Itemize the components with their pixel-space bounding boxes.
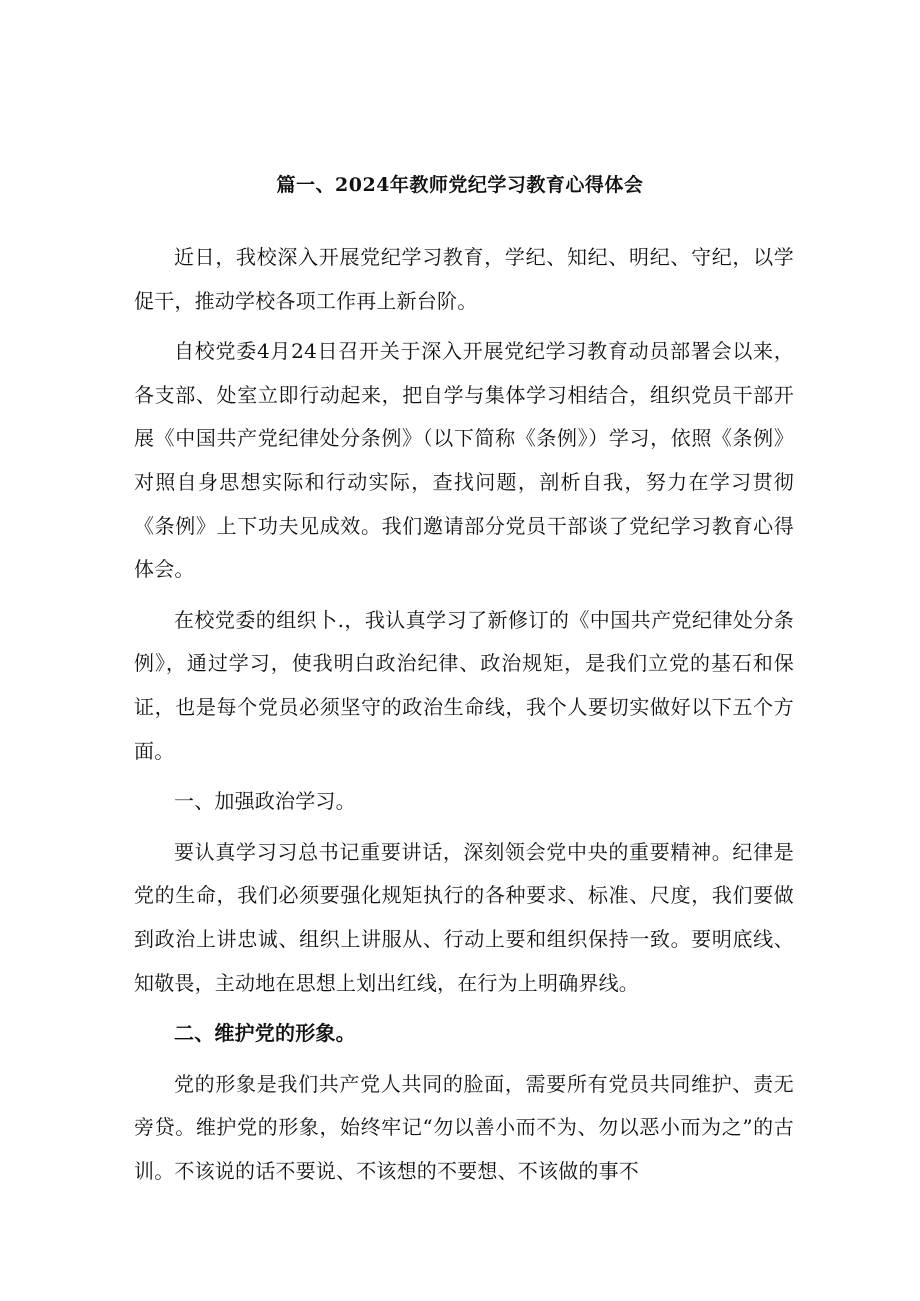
section-heading-1: 一、加强政治学习。 [174,789,356,814]
document-body [134,236,794,1200]
paragraph-section-2: 党的形象是我们共产党人共同的脸面，需要所有党员共同维护、责无旁贷。维护党的形象，始终牢记“勿以善小而不为、勿以恶小而为之”的古训。不该说的话不要说、不该想的不要想、不该做的事不 [134,1071,794,1183]
section-heading-2: 二、维护党的形象。 [174,1021,356,1046]
paragraph-intro: 近日，我校深入开展党纪学习教育，学纪、知纪、明纪、守纪，以学促干，推动学校各项工作再上新台阶。 [134,245,794,313]
paragraph-section-1: 要认真学习习总书记重要讲话，深刻领会党中央的重要精神。纪律是党的生命，我们必须要强化规矩执行的各种要求、标准、尺度，我们要做到政治上讲忠诚、组织上讲服从、行动上要和组织保持一致。要明底线、知敬畏，主动地在思想上划出红线，在行为上明确界线。 [134,839,794,995]
paragraph-personal-study: 在校党委的组织卜.，我认真学习了新修订的《中国共产党纪律处分条例》，通过学习，使我明白政治纪律、政治规矩，是我们立党的基石和保证，也是每个党员必须坚守的政治生命线，我个人要切实做好以下五个方面。 [134,607,794,763]
document-title: 篇一、2024年教师党纪学习教育心得体会 [276,174,644,196]
paragraph-background: 自校党委4月24日召开关于深入开展党纪学习教育动员部署会以来，各支部、处室立即行动起来，把自学与集体学习相结合，组织党员干部开展《中国共产党纪律处分条例》（以下简称《条例》）学习，依照《条例》对照自身思想实际和行动实际，查找问题，剖析自我，努力在学习贯彻《条例》上下功夫见成效。我们邀请部分党员干部谈了党纪学习教育心得体会。 [134,339,794,582]
